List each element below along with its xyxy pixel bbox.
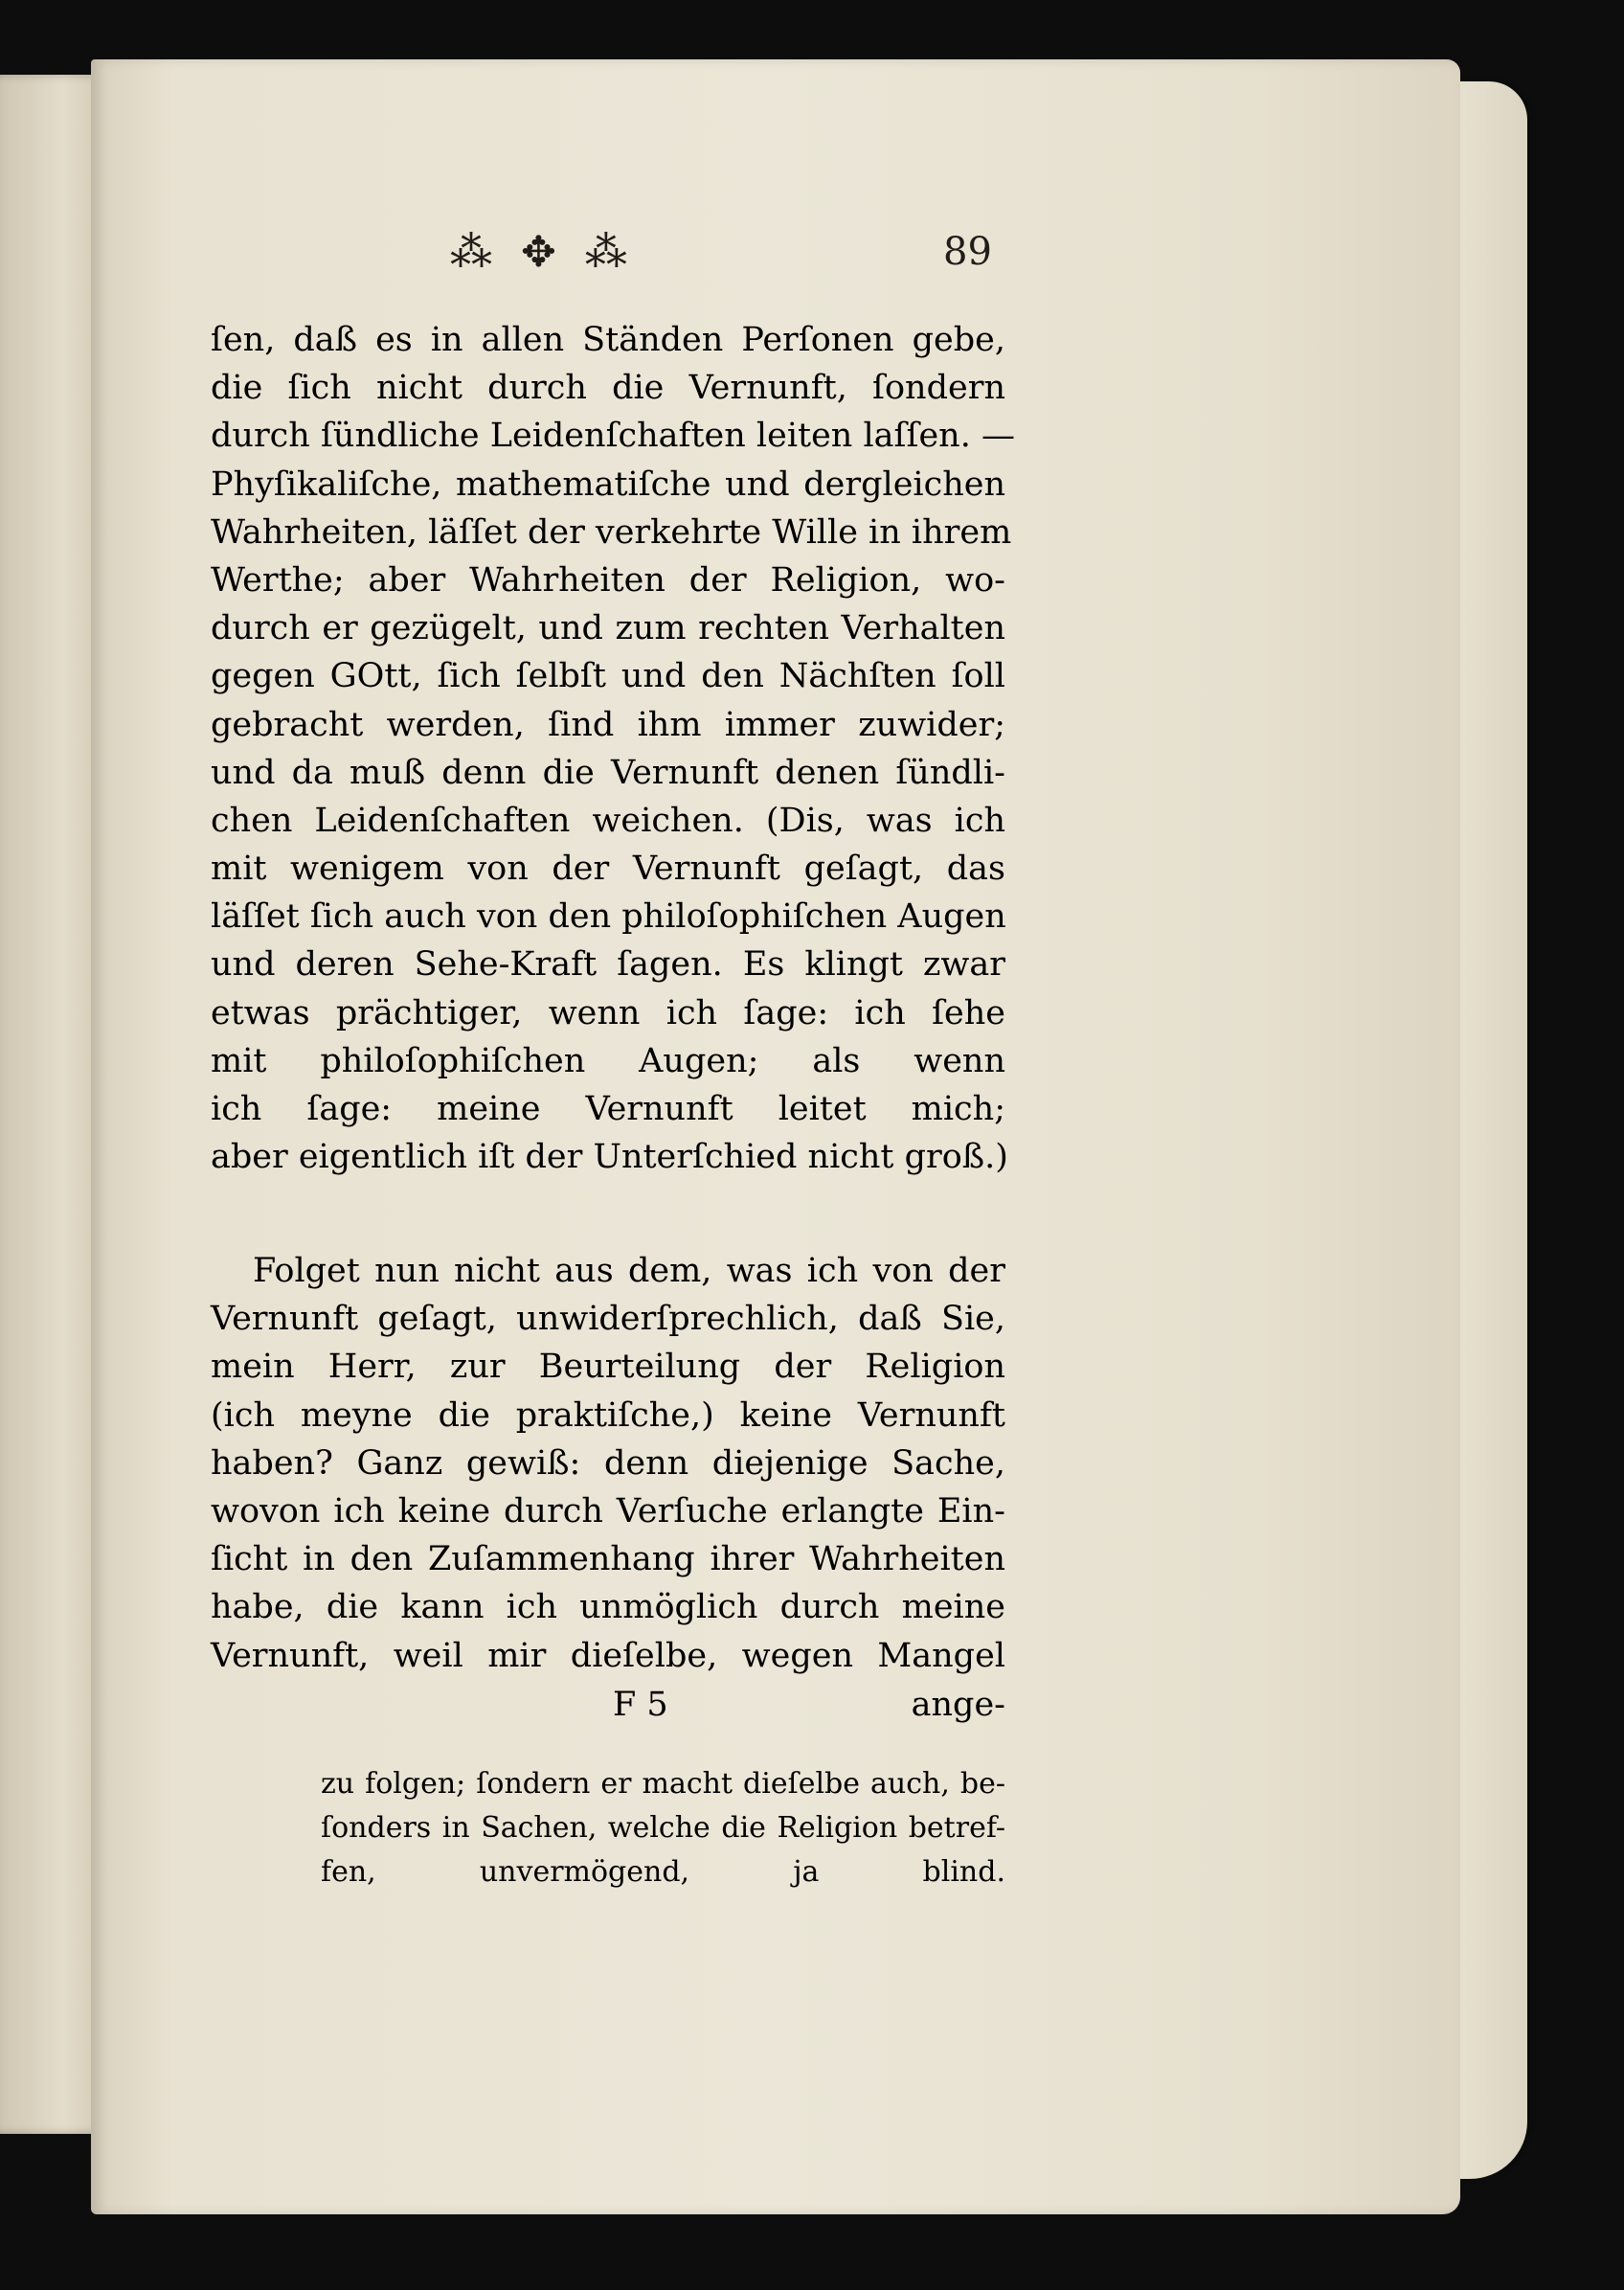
paragraph-1 xyxy=(211,316,1015,1181)
header-ornament: ⁂ ✥ ⁂ xyxy=(450,228,635,277)
page-number: 89 xyxy=(943,230,992,274)
printer-signature: F 5 xyxy=(613,1686,668,1724)
text-line: ich ſage: meine Vernunft leitet mich; xyxy=(211,1090,1005,1128)
text-line: die ſich nicht durch die Vernunft, ſondern xyxy=(211,369,1005,408)
text-line: gebracht werden, ſind ihm immer zuwider; xyxy=(211,705,1005,744)
text-line: Wahrheiten, läſſet der verkehrte Wille in ihrem xyxy=(211,512,1012,552)
text-line: haben? Ganz gewiß: denn diejenige Sache, xyxy=(211,1443,1005,1483)
footnote xyxy=(321,1762,1005,1894)
paragraph-2 xyxy=(211,1247,1005,1680)
text-line: fen, unvermögend, ja blind. xyxy=(321,1855,1005,1889)
running-header xyxy=(450,228,986,285)
text-line: (ich meyne die praktiſche,) keine Vernunft xyxy=(211,1395,1005,1435)
catchword: ange- xyxy=(911,1686,1005,1724)
text-line: aber eigentlich iſt der Unterſchied nicht groß.) xyxy=(211,1138,1008,1177)
text-line: ſicht in den Zuſammenhang ihrer Wahrheiten xyxy=(211,1540,1005,1579)
text-line: etwas prächtiger, wenn ich ſage: ich ſehe xyxy=(211,993,1005,1032)
text-line: Phyſikaliſche, mathematiſche und dergleichen xyxy=(211,465,1005,504)
text-line: wovon ich keine durch Verſuche erlangte Ein- xyxy=(211,1491,1005,1530)
text-line: mein Herr, zur Beurteilung der Religion xyxy=(211,1348,1005,1387)
text-line: und deren Sehe-Kraft ſagen. Es klingt zwar xyxy=(211,945,1005,985)
text-line: Werthe; aber Wahrheiten der Religion, wo- xyxy=(211,560,1005,600)
text-line: mit wenigem von der Vernunft geſagt, das xyxy=(211,850,1005,889)
text-line: Folget nun nicht aus dem, was ich von der xyxy=(253,1252,1005,1290)
text-line: mit philoſophiſchen Augen; als wenn xyxy=(211,1041,1005,1080)
text-line: Vernunft, weil mir dieſelbe, wegen Mangel xyxy=(211,1636,1005,1675)
text-line: ſen, daß es in allen Ständen Perſonen gebe, xyxy=(211,321,1005,359)
text-line: habe, die kann ich unmöglich durch meine xyxy=(211,1588,1005,1627)
text-line: ſonders in Sachen, welche die Religion betref- xyxy=(321,1811,1005,1845)
text-line: chen Leidenſchaften weichen. (Dis, was ich xyxy=(211,801,1005,840)
text-line: durch ſündliche Leidenſchaften leiten laſſen. — xyxy=(211,417,1015,456)
text-line: Vernunft geſagt, unwiderſprechlich, daß Sie, xyxy=(211,1300,1005,1339)
text-line: und da muß denn die Vernunft denen ſündli- xyxy=(211,753,1005,792)
signature-line xyxy=(211,1686,1005,1738)
text-line: läſſet ſich auch von den philoſophiſchen Augen xyxy=(211,897,1006,937)
text-line: zu folgen; ſondern er macht dieſelbe auch, be- xyxy=(321,1767,1005,1801)
text-line: gegen GOtt, ſich ſelbſt und den Nächſten ſoll xyxy=(211,657,1005,696)
text-line: durch er gezügelt, und zum rechten Verhalten xyxy=(211,609,1005,648)
